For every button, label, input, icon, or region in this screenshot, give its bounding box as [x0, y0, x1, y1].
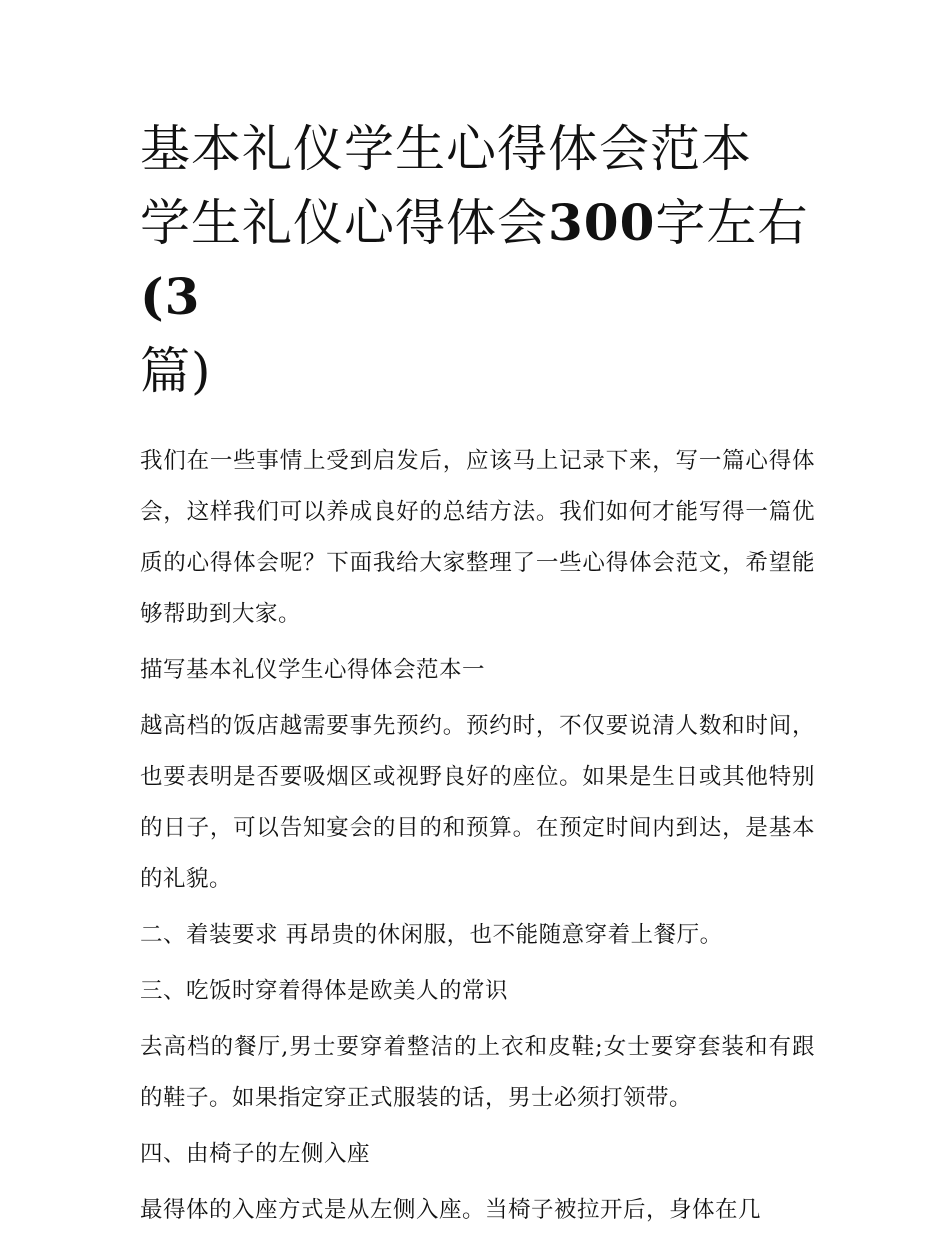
document-body — [140, 436, 815, 1236]
reservation-paragraph: 越高档的饭店越需要事先预约。预约时，不仅要说清人数和时间，也要表明是否要吸烟区或视野良好的座位。如果是生日或其他特别的日子，可以告知宴会的目的和预算。在预定时间内到达，是基本的礼貌。 — [140, 713, 815, 892]
document-title — [140, 112, 815, 408]
dining-attire-heading: 三、吃饭时穿着得体是欧美人的常识 — [140, 978, 509, 1004]
document-page — [140, 112, 815, 1241]
intro-paragraph: 我们在一些事情上受到启发后，应该马上记录下来，写一篇心得体会，这样我们可以养成良好的总结方法。我们如何才能写得一篇优质的心得体会呢？下面我给大家整理了一些心得体会范文，希望能够帮助到大家。 — [140, 448, 815, 627]
attire-paragraph: 去高档的餐厅,男士要穿着整洁的上衣和皮鞋;女士要穿套装和有跟的鞋子。如果指定穿正式服装的话，男士必须打领带。 — [140, 1034, 815, 1111]
title-text-part-3: 篇) — [140, 342, 212, 400]
dress-code-line: 二、着装要求 再昂贵的休闲服，也不能随意穿着上餐厅。 — [140, 922, 723, 948]
title-number-3: (3 — [140, 267, 201, 326]
title-text-part-2: 字左右 — [655, 194, 809, 252]
section-heading: 描写基本礼仪学生心得体会范本一 — [140, 657, 486, 683]
title-number-300: 300 — [548, 193, 656, 252]
title-text-part-1: 基本礼仪学生心得体会范本 学生礼仪心得体会 — [140, 120, 752, 252]
seating-paragraph: 最得体的入座方式是从左侧入座。当椅子被拉开后，身体在几 — [140, 1197, 762, 1223]
seating-heading: 四、由椅子的左侧入座 — [140, 1141, 371, 1167]
